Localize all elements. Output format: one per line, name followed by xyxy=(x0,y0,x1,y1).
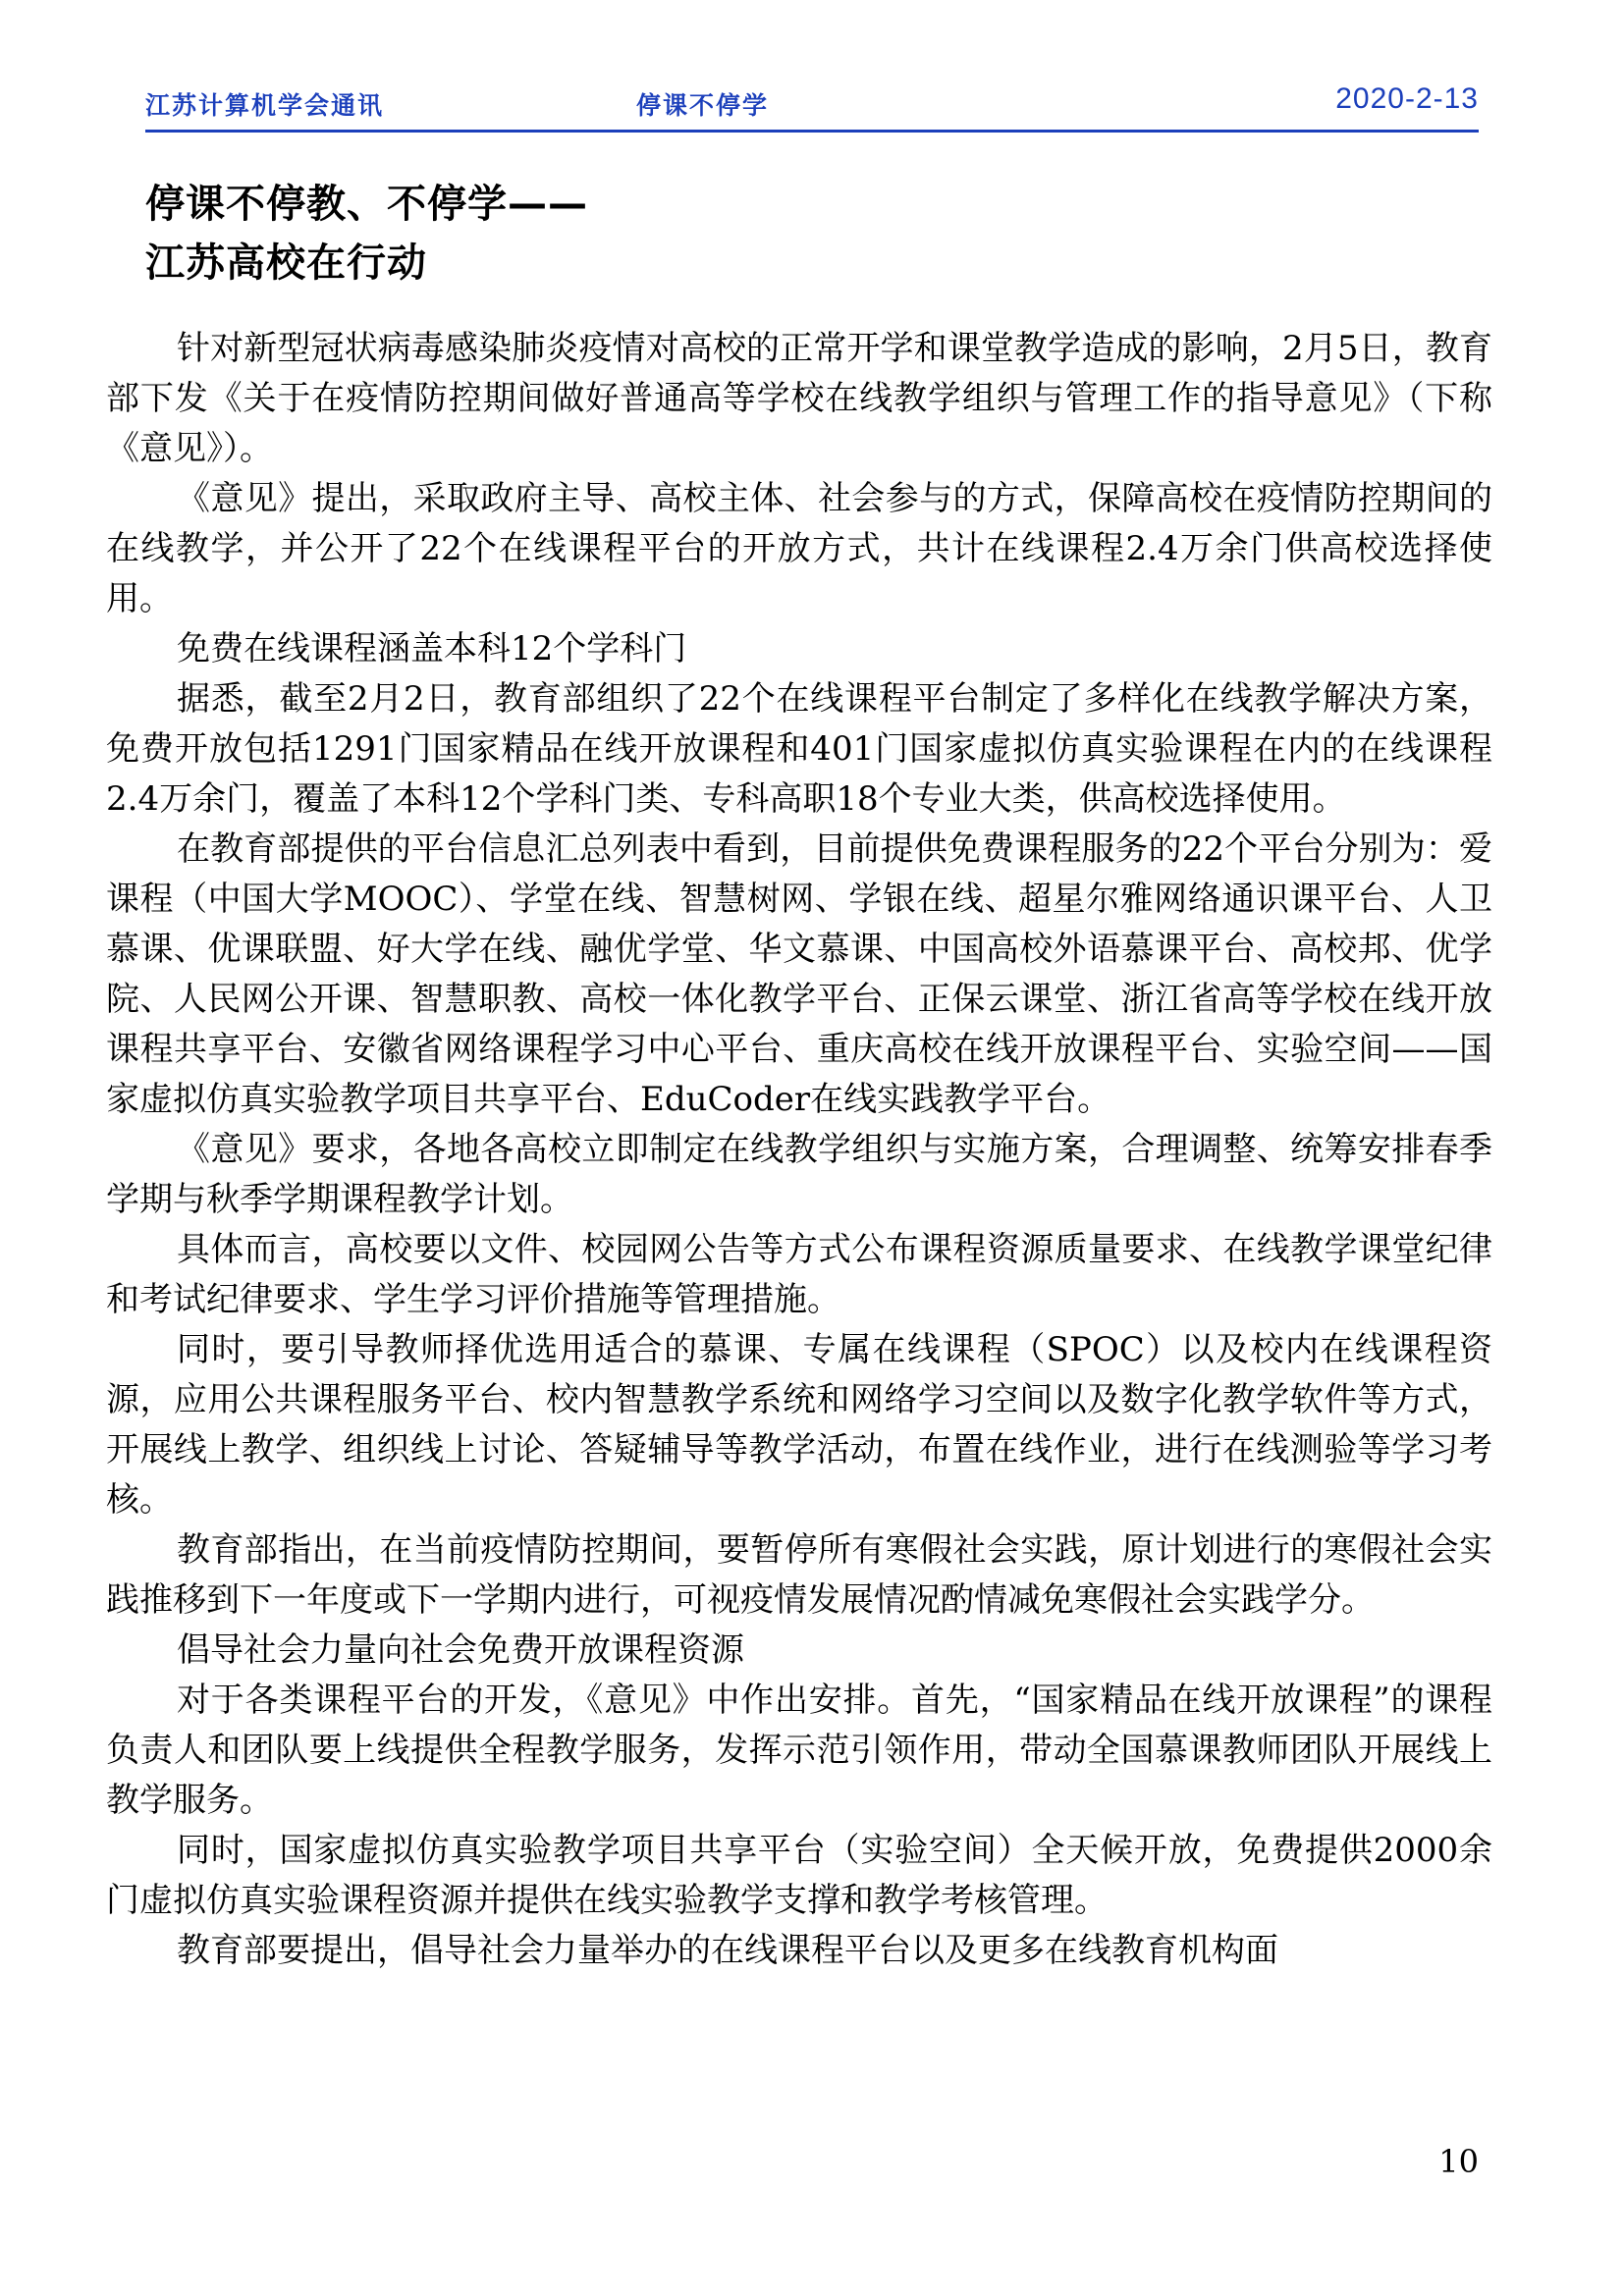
page-number: 10 xyxy=(1438,2143,1479,2180)
paragraph: 《意见》提出，采取政府主导、高校主体、社会参与的方式，保障高校在疫情防控期间的在线教学，并公开了22个在线课程平台的开放方式，共计在线课程2.4万余门供高校选择使用。 xyxy=(106,479,1492,618)
paragraph: 《意见》要求，各地各高校立即制定在线教学组织与实施方案，合理调整、统筹安排春季学期与秋季学期课程教学计划。 xyxy=(106,1130,1492,1219)
paragraph: 具体而言，高校要以文件、校园网公告等方式公布课程资源质量要求、在线教学课堂纪律和考试纪律要求、学生学习评价措施等管理措施。 xyxy=(106,1230,1492,1319)
paragraph: 倡导社会力量向社会免费开放课程资源 xyxy=(177,1630,744,1670)
paragraph: 针对新型冠状病毒感染肺炎疫情对高校的正常开学和课堂教学造成的影响，2月5日，教育部下发《关于在疫情防控期间做好普通高等学校在线教学组织与管理工作的指导意见》（下称《意见》）。 xyxy=(106,329,1492,468)
paragraph: 教育部指出，在当前疫情防控期间，要暂停所有寒假社会实践，原计划进行的寒假社会实践推移到下一年度或下一学期内进行，可视疫情发展情况酌情减免寒假社会实践学分。 xyxy=(106,1530,1492,1620)
paragraph: 同时，要引导教师择优选用适合的慕课、专属在线课程（SPOC）以及校内在线课程资源，应用公共课程服务平台、校内智慧教学系统和网络学习空间以及数字化教学软件等方式，开展线上教学、组织线上讨论、答疑辅导等教学活动，布置在线作业，进行在线测验等学习考核。 xyxy=(106,1330,1492,1520)
header-row xyxy=(145,82,1479,130)
header-section-title: 停课不停学 xyxy=(636,91,770,120)
paragraph: 对于各类课程平台的开发，《意见》中作出安排。首先，“国家精品在线开放课程”的课程负责人和团队要上线提供全程教学服务，发挥示范引领作用，带动全国慕课教师团队开展线上教学服务。 xyxy=(106,1681,1492,1820)
page-title xyxy=(145,175,1479,293)
paragraph: 据悉，截至2月2日，教育部组织了22个在线课程平台制定了多样化在线教学解决方案，免费开放包括1291门国家精品在线开放课程和401门国家虚拟仿真实验课程在内的在线课程2.4万余门，覆盖了本科12个学科门类、专科高职18个专业大类，供高校选择使用。 xyxy=(106,679,1492,819)
paragraph: 同时，国家虚拟仿真实验教学项目共享平台（实验空间）全天候开放，免费提供2000余门虚拟仿真实验课程资源并提供在线实验教学支撑和教学考核管理。 xyxy=(106,1831,1492,1920)
header-date: 2020-2-13 xyxy=(1335,82,1479,115)
paragraph: 教育部要提出，倡导社会力量举办的在线课程平台以及更多在线教育机构面 xyxy=(177,1931,1278,1970)
article-body xyxy=(106,324,1492,1976)
header-divider xyxy=(145,130,1479,133)
header-publication-name: 江苏计算机学会通讯 xyxy=(145,91,385,120)
paragraph: 免费在线课程涵盖本科12个学科门 xyxy=(177,629,687,668)
paragraph: 在教育部提供的平台信息汇总列表中看到，目前提供免费课程服务的22个平台分别为：爱课程（中国大学MOOC）、学堂在线、智慧树网、学银在线、超星尔雅网络通识课平台、人卫慕课、优课联盟、好大学在线、融优学堂、华文慕课、中国高校外语慕课平台、高校邦、优学院、人民网公开课、智慧职教、高校一体化教学平台、正保云课堂、浙江省高等学校在线开放课程共享平台、安徽省网络课程学习中心平台、重庆高校在线开放课程平台、实验空间——国家虚拟仿真实验教学项目共享平台、EduCoder在线实践教学平台。 xyxy=(106,829,1492,1119)
page-title-line-2: 江苏高校在行动 xyxy=(145,240,427,286)
page-title-line-1: 停课不停教、不停学—— xyxy=(145,182,588,227)
running-header xyxy=(145,82,1479,141)
